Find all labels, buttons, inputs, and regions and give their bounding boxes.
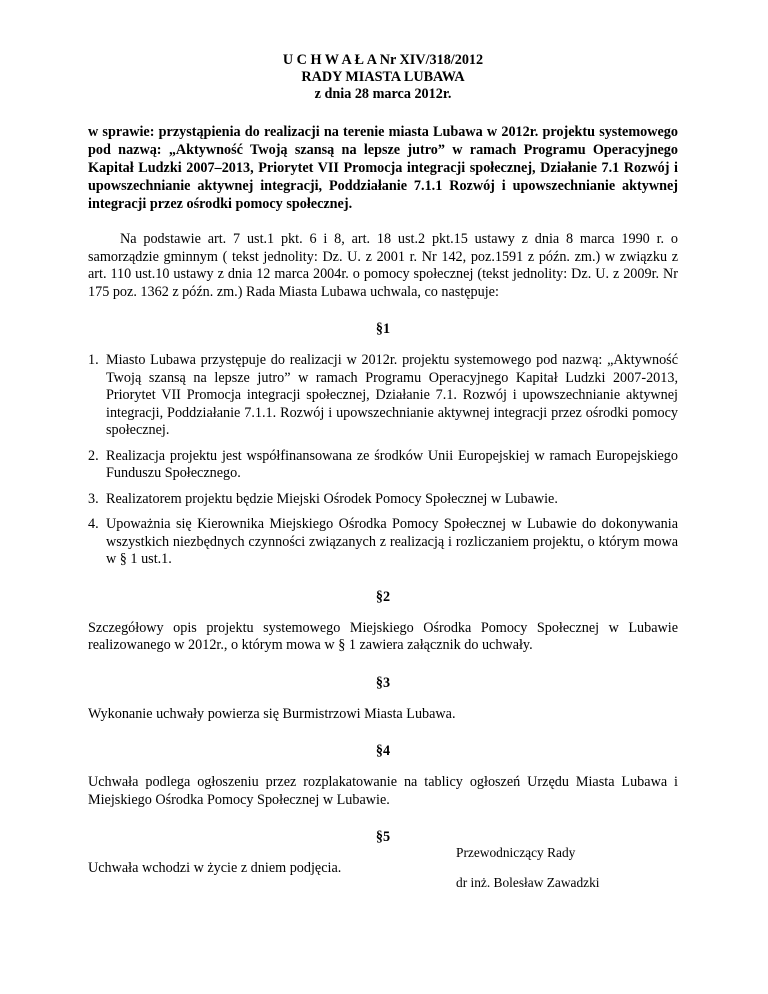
list-item-number: 1.	[88, 352, 99, 368]
section-heading-2: §2	[375, 588, 391, 605]
section-2-text: Szczegółowy opis projektu systemowego Miejskiego Ośrodka Pomocy Społecznej w Lubawie realizowanego w 2012r., o którym mowa w § 1 zawiera załącznik do uchwały.	[88, 619, 678, 653]
list-item-text: Realizatorem projektu będzie Miejski Ośrodek Pomocy Społecznej w Lubawie.	[106, 490, 558, 507]
resolution-date: z dnia 28 marca 2012r.	[314, 86, 452, 102]
list-item-text: Upoważnia się Kierownika Miejskiego Ośrodka Pomocy Społecznej w Lubawie do dokonywania wszystkich niezbędnych czynności związanych z realizacją i rozliczaniem projektu, o którym mowa w § 1 ust.1.	[106, 516, 678, 567]
list-item	[88, 448, 678, 483]
list-item-text: Realizacja projektu jest współfinansowana ze środków Unii Europejskiej w ramach Europejskiego Funduszu Społecznego.	[106, 447, 678, 481]
section-3-text: Wykonanie uchwały powierza się Burmistrzowi Miasta Lubawa.	[88, 705, 456, 722]
section-1-list	[88, 352, 678, 569]
resolution-number: U C H W A Ł A Nr XIV/318/2012	[282, 52, 484, 68]
resolution-subject: w sprawie: przystąpienia do realizacji na terenie miasta Lubawa w 2012r. projektu systemowego pod nazwą: „Aktywność Twoją szansą na lepsze jutro” w ramach Programu Operacyjnego Kapitał Ludzki 2007–2013, Priorytet VII Promocja integracji społecznej, Działanie 7.1 Rozwój i upowszechnianie aktywnej integracji, Poddziałanie 7.1.1 Rozwój i upowszechnianie aktywnej integracji przez ośrodki pomocy społecznej.	[88, 124, 678, 212]
section-5-text: Uchwała wchodzi w życie z dniem podjęcia.	[88, 860, 342, 876]
section-heading-5: §5	[375, 829, 391, 845]
section-heading-3: §3	[375, 674, 391, 691]
list-item	[88, 352, 678, 440]
resolution-title	[88, 52, 678, 103]
section-heading-4: §4	[375, 743, 391, 759]
list-item	[88, 516, 678, 569]
list-item-number: 3.	[88, 490, 99, 507]
list-item-number: 2.	[88, 447, 99, 464]
section-4-text: Uchwała podlega ogłoszeniu przez rozplakatowanie na tablicy ogłoszeń Urzędu Miasta Lubawa i Miejskiego Ośrodka Pomocy Społecznej w Lubawie.	[88, 774, 678, 808]
legal-basis: Na podstawie art. 7 ust.1 pkt. 6 i 8, art. 18 ust.2 pkt.15 ustawy z dnia 8 marca 1990 r. o samorządzie gminnym ( tekst jednolity: Dz. U. z 2001 r. Nr 142, poz.1591 z późn. zm.) w związku z art. 110 ust.10 ustawy z dnia 12 marca 2004r. o pomocy społecznej (tekst jednolity: Dz. U. z 2009r. Nr 175 poz. 1362 z późn. zm.) Rada Miasta Lubawa uchwala, co następuje:	[88, 231, 678, 300]
signature-name: dr inż. Bolesław Zawadzki	[456, 875, 600, 890]
list-item-number: 4.	[88, 516, 99, 532]
council-name: RADY MIASTA LUBAWA	[301, 69, 465, 85]
list-item	[88, 491, 678, 509]
signature-role: Przewodniczący Rady	[456, 845, 576, 860]
document-page	[88, 52, 678, 878]
section-heading-1: §1	[375, 321, 391, 337]
list-item-text: Miasto Lubawa przystępuje do realizacji w 2012r. projektu systemowego pod nazwą: „Aktywność Twoją szansą na lepsze jutro” w ramach Programu Operacyjnego Kapitał Ludzki 2007-2013, Priorytet VII Promocja integracji społecznej, Działanie 7.1. Rozwój i upowszechnianie aktywnej integracji, Poddziałanie 7.1.1. Rozwój i upowszechnianie aktywnej integracji przez ośrodki pomocy społecznej.	[106, 352, 678, 438]
